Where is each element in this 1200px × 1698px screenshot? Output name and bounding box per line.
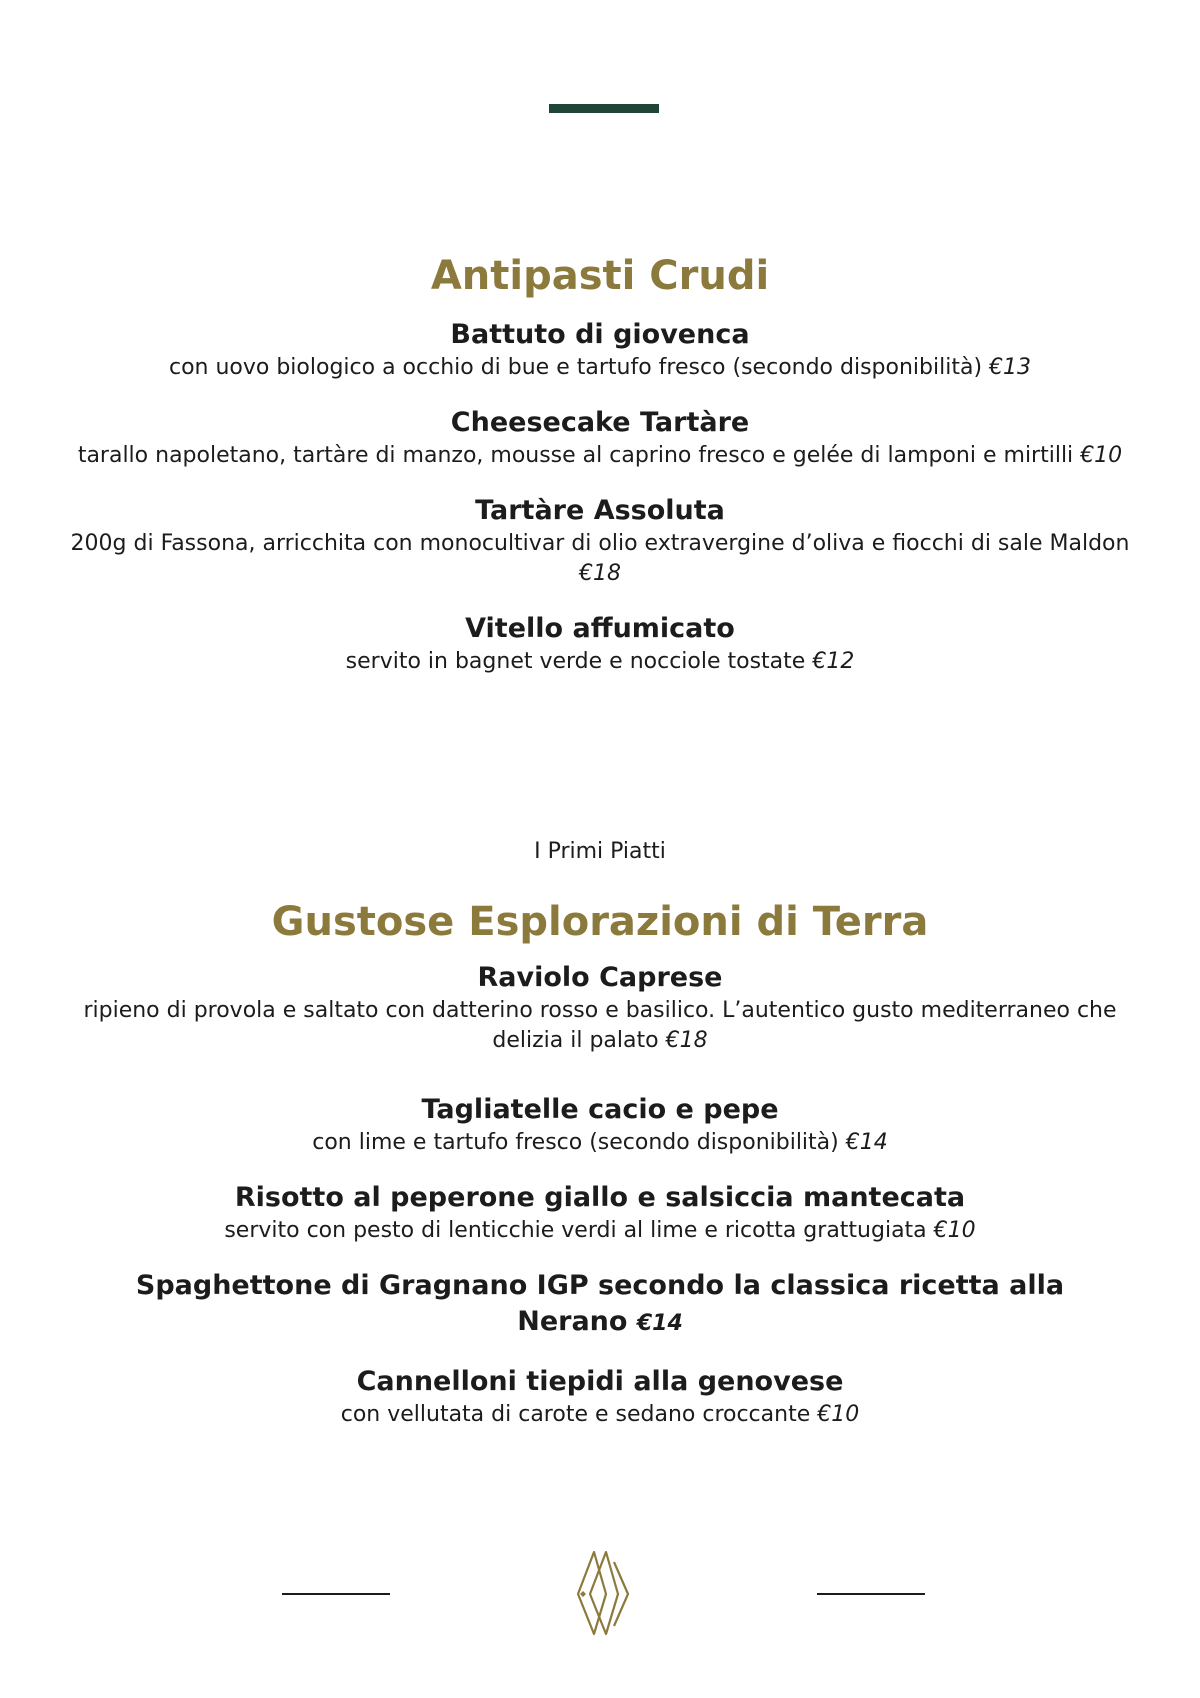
dish-name: Vitello affumicato [465, 613, 735, 644]
dish-description: ripieno di provola e saltato con datterino rosso e basilico. L’autentico gusto mediterraneo che delizia il palato €18 [83, 998, 1117, 1053]
section-primi-piatti [60, 838, 1140, 1430]
dish-price: €18 [665, 1028, 708, 1053]
dish-price: €13 [989, 355, 1032, 380]
dish-name: Cannelloni tiepidi alla genovese [356, 1366, 844, 1397]
section-title: Antipasti Crudi [430, 253, 770, 299]
dish-description: con vellutata di carote e sedano croccante €10 [340, 1402, 860, 1427]
dish-description: con uovo biologico a occhio di bue e tartufo fresco (secondo disponibilità) €13 [168, 355, 1032, 380]
dish-name: Tagliatelle cacio e pepe [421, 1094, 779, 1125]
dish-description: tarallo napoletano, tartàre di manzo, mousse al caprino fresco e gelée di lamponi e mirtilli €10 [77, 443, 1123, 468]
section-title: Gustose Esplorazioni di Terra [271, 899, 929, 945]
dish-item [60, 1180, 1140, 1246]
dish-item [60, 493, 1140, 589]
dish-name: Tartàre Assoluta [475, 495, 725, 526]
dish-item [60, 611, 1140, 677]
dish-description: con lime e tartufo fresco (secondo disponibilità) €14 [312, 1130, 888, 1155]
dish-item [60, 960, 1140, 1056]
dish-description: servito in bagnet verde e nocciole tostate €12 [345, 649, 855, 674]
dish-item [60, 1268, 1140, 1342]
dish-description: 200g di Fassona, arricchita con monocultivar di olio extravergine d’oliva e fiocchi di sale Maldon €18 [70, 531, 1130, 586]
footer-divider-left [282, 1593, 390, 1595]
dish-item [60, 405, 1140, 471]
dish-name: Battuto di giovenca [450, 319, 750, 350]
dish-description: servito con pesto di lenticchie verdi al lime e ricotta grattugiata €10 [224, 1218, 976, 1243]
dish-item [60, 1364, 1140, 1430]
dish-name: Risotto al peperone giallo e salsiccia mantecata [234, 1182, 966, 1213]
dish-price: €14 [845, 1130, 888, 1155]
dish-name: Cheesecake Tartàre [450, 407, 750, 438]
dish-name: Raviolo Caprese [477, 962, 723, 993]
dish-price: €10 [817, 1402, 860, 1427]
dish-name: Spaghettone di Gragnano IGP secondo la classica ricetta alla Nerano €14 [135, 1270, 1065, 1337]
dish-price: €14 [636, 1311, 683, 1336]
dish-item [60, 1092, 1140, 1158]
dish-price: €10 [933, 1218, 976, 1243]
section-kicker: I Primi Piatti [534, 839, 666, 864]
section-antipasti-crudi [60, 252, 1140, 677]
top-divider-bar-icon [549, 104, 659, 113]
footer-divider-right [817, 1593, 925, 1595]
dish-price: €12 [812, 649, 855, 674]
monogram-logo-icon [576, 1548, 630, 1638]
dish-item [60, 317, 1140, 383]
dish-price: €18 [579, 561, 621, 586]
dish-price: €10 [1080, 443, 1123, 468]
